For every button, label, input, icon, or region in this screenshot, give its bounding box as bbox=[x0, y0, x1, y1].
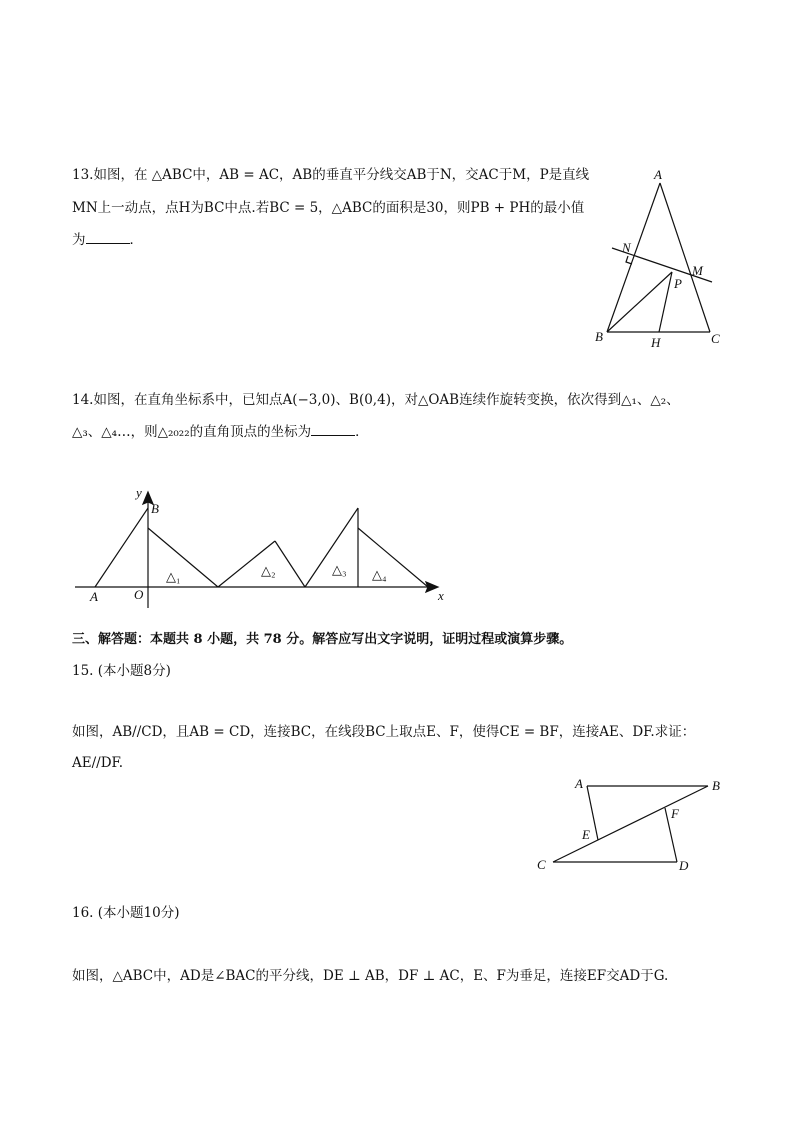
q15-text-line-1: 如图，AB//CD，且AB = CD，连接BC，在线段BC上取点E、F，使得CE = BF，连接AE、DF.求证： bbox=[72, 724, 696, 740]
q13-label-c: C bbox=[711, 331, 720, 346]
q13-label-n: N bbox=[622, 240, 631, 255]
q14-label-t1: △₁ bbox=[166, 569, 181, 584]
q14-label-t2: △₂ bbox=[261, 563, 276, 578]
q13-label-h: H bbox=[651, 335, 661, 350]
q14-line2-suffix: ． bbox=[355, 424, 369, 440]
q16-header: 16. (本小题10分) bbox=[72, 905, 180, 921]
q14-label-o: O bbox=[134, 587, 144, 602]
q13-label-p: P bbox=[674, 276, 682, 291]
q15-label-d: D bbox=[679, 858, 689, 873]
q14-label-b: B bbox=[151, 501, 159, 516]
q13-label-b: B bbox=[595, 329, 603, 344]
q15-label-a: A bbox=[575, 776, 583, 791]
q15-label-c: C bbox=[537, 857, 546, 872]
q15-segment-bc bbox=[553, 786, 708, 862]
q13-text-line-2: MN上一动点，点H为BC中点.若BC = 5，△ABC的面积是30，则PB + PH的最小值 bbox=[72, 200, 585, 216]
q14-label-t3: △₃ bbox=[332, 562, 347, 577]
q14-text-line-1: 14.如图，在直角坐标系中，已知点A(−3,0)、B(0,4)，对△OAB连续作旋转变换，依次得到△₁、△₂、 bbox=[72, 392, 680, 408]
q13-text-line-1: 13.如图，在 △ABC中，AB = AC，AB的垂直平分线交AB于N，交AC于M，P是直线 bbox=[72, 167, 590, 183]
q13-label-a: A bbox=[654, 167, 662, 182]
q15-text-line-2: AE//DF. bbox=[72, 755, 124, 771]
q13-line3-prefix: 为 bbox=[72, 232, 86, 248]
q15-label-b: B bbox=[712, 778, 720, 793]
q14-label-y: y bbox=[136, 485, 142, 500]
q13-label-m: M bbox=[692, 263, 703, 278]
q15-label-e: E bbox=[582, 827, 590, 842]
q14-label-x: x bbox=[438, 588, 444, 603]
q15-label-f: F bbox=[671, 806, 679, 821]
q14-label-a: A bbox=[90, 589, 98, 604]
q16-text-line-1: 如图，△ABC中，AD是∠BAC的平分线，DE ⊥ AB，DF ⊥ AC，E、F为垂足，连接EF交AD于G. bbox=[72, 968, 669, 984]
q15-header: 15. (本小题8分) bbox=[72, 663, 171, 679]
section3-heading: 三、解答题：本题共 8 小题，共 78 分。解答应写出文字说明，证明过程或演算步骤。 bbox=[72, 632, 573, 647]
q14-line2-prefix: △₃、△₄…，则△₂₀₂₂的直角顶点的坐标为 bbox=[72, 424, 312, 440]
q13-line3-suffix: ． bbox=[129, 232, 143, 248]
q14-label-t4: △₄ bbox=[372, 567, 387, 582]
